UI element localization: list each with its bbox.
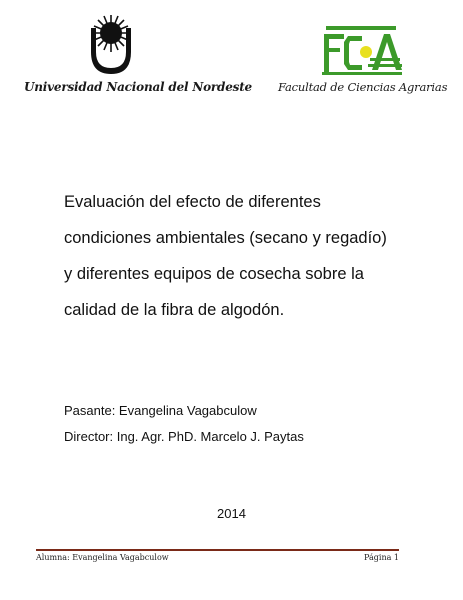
university-logo [86,12,136,78]
footer-page-number: Página 1 [363,553,399,562]
faculty-name: Facultad de Ciencias Agrarias [278,80,448,94]
pasante-line: Pasante: Evangelina Vagabculow [64,403,257,418]
fca-logo-icon [318,22,404,78]
university-name: Universidad Nacional del Nordeste [24,80,252,94]
thesis-title [64,184,398,328]
year: 2014 [217,506,246,521]
title-line: y diferentes equipos de cosecha sobre la [64,265,364,283]
unne-sun-logo-icon [86,12,136,78]
footer-divider [36,549,399,551]
title-line: calidad de la fibra de algodón. [64,301,285,319]
title-line: condiciones ambientales (secano y regadío) [64,229,387,247]
director-line: Director: Ing. Agr. PhD. Marcelo J. Paytas [64,429,304,444]
faculty-logo [318,22,404,78]
title-line: Evaluación del efecto de diferentes [64,193,321,211]
footer-author: Alumna: Evangelina Vagabculow [36,553,169,562]
